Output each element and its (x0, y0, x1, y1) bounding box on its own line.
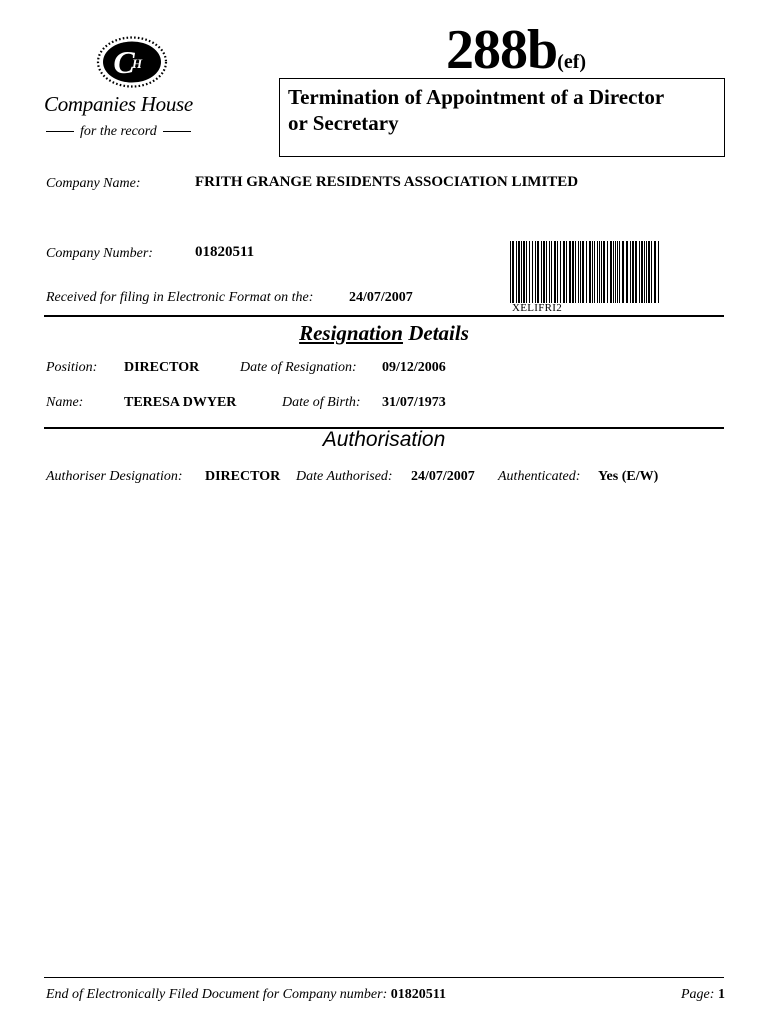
barcode-bar (622, 241, 624, 303)
footer-company-number: 01820511 (390, 987, 446, 1002)
barcode-bar (575, 241, 576, 303)
company-number-label: Company Number: (46, 246, 153, 261)
barcode-bar (529, 241, 530, 303)
barcode-bar (557, 241, 558, 303)
barcode-bar (523, 241, 525, 303)
date-authorised-label: Date Authorised: (296, 469, 393, 484)
barcode-text: XELIFRI2 (512, 302, 563, 314)
barcode-bar (613, 241, 614, 303)
barcode-bar (546, 241, 547, 303)
resignation-date-value: 09/12/2006 (382, 360, 446, 375)
barcode-bar (551, 241, 552, 303)
barcode-bar (526, 241, 527, 303)
barcode-bar (580, 241, 581, 303)
dob-value: 31/07/1973 (382, 395, 446, 410)
name-label: Name: (46, 395, 84, 410)
barcode-bar (635, 241, 637, 303)
barcode-bar (535, 241, 536, 303)
barcode-bar (592, 241, 593, 303)
page-number (681, 987, 725, 1003)
barcode-bar (594, 241, 595, 303)
barcode-bar (566, 241, 567, 303)
barcode-bar (569, 241, 571, 303)
barcode-bar (560, 241, 561, 303)
companies-house-logo (96, 36, 168, 88)
resignation-heading-rest: Details (402, 321, 469, 345)
barcode-bar (543, 241, 545, 303)
footer-text (46, 987, 446, 1003)
barcode-bar (597, 241, 598, 303)
barcode-bar (615, 241, 616, 303)
barcode-bar (586, 241, 587, 303)
company-number-value: 01820511 (195, 244, 255, 260)
resignation-heading-main: Resignation (299, 321, 403, 345)
barcode-bar (510, 241, 511, 303)
barcode-bar (630, 241, 631, 303)
footer-text-label: End of Electronically Filed Document for Company number: (46, 987, 388, 1002)
position-label: Position: (46, 360, 98, 375)
barcode-bar (654, 241, 656, 303)
barcode-bar (549, 241, 550, 303)
barcode-bar (537, 241, 539, 303)
position-value: DIRECTOR (124, 360, 200, 375)
barcode (510, 241, 660, 303)
resignation-heading (0, 321, 768, 346)
barcode-bar (563, 241, 565, 303)
barcode-bar (626, 241, 628, 303)
form-title-line1: Termination of Appointment of a Director (288, 85, 665, 109)
barcode-bar (516, 241, 517, 303)
form-title-box (279, 78, 725, 157)
authenticated-value: Yes (E/W) (598, 469, 659, 484)
barcode-bar (518, 241, 520, 303)
logo-letter-h: H (131, 56, 143, 71)
form-code (446, 19, 587, 81)
barcode-bar (532, 241, 533, 303)
authoriser-designation-label: Authoriser Designation: (46, 469, 183, 484)
form-code-number: 288b (446, 19, 558, 81)
barcode-bar (512, 241, 514, 303)
barcode-bar (601, 241, 602, 303)
barcode-bar (607, 241, 608, 303)
barcode-bar (617, 241, 618, 303)
tagline-text: for the record (80, 124, 157, 139)
resignation-date-label: Date of Resignation: (240, 360, 357, 375)
barcode-bar (639, 241, 640, 303)
brand-tagline (46, 124, 197, 140)
barcode-bar (651, 241, 652, 303)
barcode-bar (572, 241, 574, 303)
form-code-suffix: (ef) (557, 51, 587, 73)
authenticated-label: Authenticated: (498, 469, 581, 484)
barcode-bar (578, 241, 579, 303)
barcode-bar (521, 241, 522, 303)
barcode-bar (644, 241, 645, 303)
authorisation-heading: Authorisation (322, 428, 446, 451)
authoriser-designation-value: DIRECTOR (205, 469, 281, 484)
barcode-bar (603, 241, 605, 303)
name-value: TERESA DWYER (124, 395, 237, 410)
logo-letter-c: C (113, 44, 135, 80)
received-date-value: 24/07/2007 (349, 290, 413, 305)
brand-name: Companies House (44, 92, 193, 116)
barcode-bar (632, 241, 634, 303)
received-date-label: Received for filing in Electronic Format on the: (46, 290, 314, 305)
barcode-bar (658, 241, 659, 303)
date-authorised-value: 24/07/2007 (411, 469, 475, 484)
barcode-bar (646, 241, 647, 303)
barcode-bar (648, 241, 650, 303)
page-label: Page: (681, 987, 715, 1002)
barcode-bar (610, 241, 612, 303)
barcode-bar (554, 241, 556, 303)
divider-top (44, 315, 724, 317)
barcode-bar (589, 241, 591, 303)
company-name-value: FRITH GRANGE RESIDENTS ASSOCIATION LIMITED (195, 174, 579, 190)
form-title-line2: or Secretary (288, 111, 399, 135)
company-name-label: Company Name: (46, 176, 141, 191)
barcode-bar (582, 241, 584, 303)
barcode-bar (619, 241, 620, 303)
page-number-value: 1 (717, 987, 725, 1002)
barcode-bar (641, 241, 643, 303)
divider-footer (44, 977, 724, 978)
dob-label: Date of Birth: (282, 395, 361, 410)
barcode-bar (599, 241, 600, 303)
barcode-bar (541, 241, 542, 303)
